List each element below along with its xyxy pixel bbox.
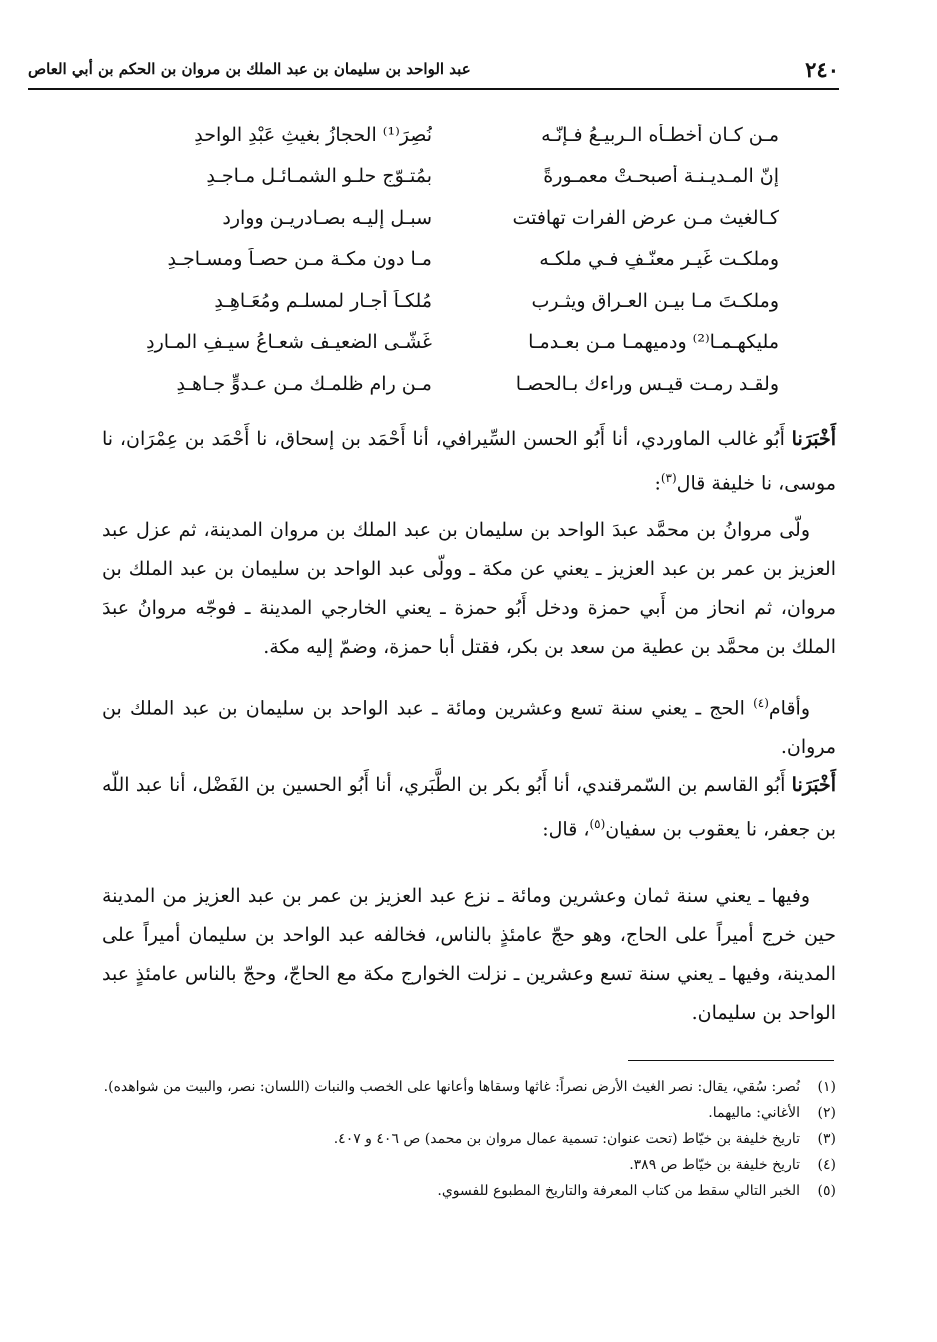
verse-line: [102, 114, 779, 156]
narrative-paragraph-2: [102, 684, 836, 767]
verse-line: [102, 322, 779, 364]
verse-first-hemistich: مـن كـان أخطـأه الـربيـعُ فـإنّـه: [541, 123, 779, 146]
footnote: [102, 1076, 836, 1098]
footnote-ref: (٣): [660, 471, 677, 485]
footnote: [102, 1180, 836, 1202]
akhbarana-keyword: أَخْبَرَنا: [791, 428, 836, 450]
footnote-text: نُصر: سُقي، يقال: نصر الغيث الأرض نصراً: غاثها وسقاها وأعانها على الخصب والنبات (اللسان: نصر، والبيت من شواهده).: [103, 1079, 800, 1095]
verse-line: [102, 197, 779, 239]
footnote-text: تاريخ خليفة بن خيّاط (تحت عنوان: تسمية عمال مروان بن محمد) ص ٤٠٦ و ٤٠٧.: [333, 1131, 800, 1147]
paragraph-text-start: وأقام: [768, 697, 810, 720]
akhbarana-keyword: أَخْبَرَنا: [791, 774, 836, 796]
verse-second-hemistich: غَشّـى الضعيـف شعـاعُ سيـفِ المـاردِ: [146, 331, 432, 354]
verse-first-hemistich: وملكـت غَيـر معنّـفٍ فـي ملكـه: [539, 248, 779, 271]
paragraph-text-end: :: [654, 472, 661, 495]
paragraph-text: ولّى مروانُ بن محمَّد عبدَ الواحد بن سليمان بن عبد الملك بن مروان المدينة، ثم عزل عبد العزيز بن عمر بن عبد العزيز ـ يعني عن مكة ـ وولّى عبد الواحد بن سليمان بن عبد الملك بن مروان، ثم انحاز من أَبي حمزة ودخل أَبُو حمزة ـ يعني الخارجي المدينة ـ فوجّه مروانُ عبدَ الملك بن محمَّد بن عطية من سعد بن بكر، فقتل أبا حمزة، وضمّ إليه مكة.: [102, 519, 836, 658]
footnote-text: تاريخ خليفة بن خيّاط ص ٣٨٩.: [629, 1157, 800, 1173]
footnote: [102, 1128, 836, 1150]
footnote-separator: [628, 1060, 834, 1061]
paragraph-text: أَبُو القاسم بن السّمرقندي، أنا أَبُو بكر بن الطَّبَري، أنا أَبُو الحسين بن الفَضْل، أنا عبد اللّه بن جعفر، نا يعقوب بن سفيان: [102, 774, 836, 841]
verse-first-hemistich: إنّ المـديـنـة أصبحـتْ معمـورةً: [543, 165, 779, 188]
verse-first-hemistich: مليكهـمـا⁽²⁾ ودميهمـا مـن بعـدمـا: [528, 331, 779, 354]
narrative-paragraph-3: [102, 877, 836, 1033]
verse-second-hemistich: مـا دون مكـة مـن حصـاً ومسـاجـدِ: [167, 248, 432, 271]
isnad-paragraph-1: [102, 420, 836, 503]
poem-verses: [102, 114, 779, 405]
isnad-paragraph-2: [102, 766, 836, 849]
verse-first-hemistich: كـالغيث مـن عرض الفرات تهافتت: [512, 206, 779, 229]
footnote: [102, 1154, 836, 1176]
verse-line: [102, 156, 779, 198]
paragraph-text: أَبُو غالب الماوردي، أنا أَبُو الحسن السِّيرافي، أنا أَحْمَد بن إسحاق، نا أَحْمَد بن عِمْرَان، نا موسى، نا خليفة قال: [102, 428, 836, 495]
verse-second-hemistich: مـن رام ظلمـك مـن عـدوٍّ جـاهـدِ: [176, 372, 432, 395]
footnote-text: الأغاني: ماليهما.: [708, 1105, 800, 1121]
verse-first-hemistich: وملكـتَ مـا بيـن العـراق ويثـرب: [531, 289, 779, 312]
page-number: ٢٤٠: [805, 56, 839, 82]
footnotes: [102, 1076, 836, 1206]
footnote-number: (٥): [817, 1183, 836, 1199]
paragraph-text: وفيها ـ يعني سنة ثمان وعشرين ومائة ـ نزع عبد العزيز بن عمر بن عبد العزيز من المدينة حين خرج أميراً على الحاج، وهو حجّ عامئذٍ بالناس، فخالفه عبد الواحد بن سليمان أميراً على المدينة، وفيها ـ يعني سنة تسع وعشرين ـ نزلت الخوارج مكة مع الحاجّ، وحجّ بالناس عامئذٍ عبد الواحد بن سليمان.: [102, 885, 836, 1024]
verse-second-hemistich: مُلكـاً أجـار لمسلـم ومُعَـاهِـدِ: [214, 289, 432, 312]
footnote-number: (٣): [817, 1131, 836, 1147]
page-header: [28, 50, 839, 90]
footnote-ref: (٥): [589, 817, 606, 831]
footnote-number: (٤): [817, 1157, 836, 1173]
footnote-number: (١): [817, 1079, 836, 1095]
verse-line: [102, 280, 779, 322]
running-title: عبد الواحد بن سليمان بن عبد الملك بن مروان بن الحكم بن أبي العاص: [28, 60, 471, 78]
verse-line: [102, 363, 779, 405]
footnote-ref: (٤): [753, 696, 769, 710]
footnote: [102, 1102, 836, 1124]
narrative-paragraph-1: [102, 511, 836, 667]
verse-second-hemistich: بمُتـوّج حلـوِ الشمـائـل مـاجـدِ: [206, 165, 432, 188]
paragraph-text: الحج ـ يعني سنة تسع وعشرين ومائة ـ عبد الواحد بن سليمان بن عبد الملك بن مروان.: [102, 697, 836, 759]
paragraph-text-end: ، قال:: [542, 818, 590, 841]
footnote-number: (٢): [817, 1105, 836, 1121]
verse-second-hemistich: سبـل إليـه بصـادريـن ووارد: [222, 206, 432, 229]
verse-second-hemistich: نُصِرَ⁽¹⁾ الحجازُ بغيثِ عَبْدِ الواحدِ: [194, 123, 432, 146]
verse-line: [102, 239, 779, 281]
verse-first-hemistich: ولقـد رمـت قيـس وراءك بـالحصـا: [515, 372, 779, 395]
footnote-text: الخبر التالي سقط من كتاب المعرفة والتاريخ المطبوع للفسوي.: [437, 1183, 800, 1199]
